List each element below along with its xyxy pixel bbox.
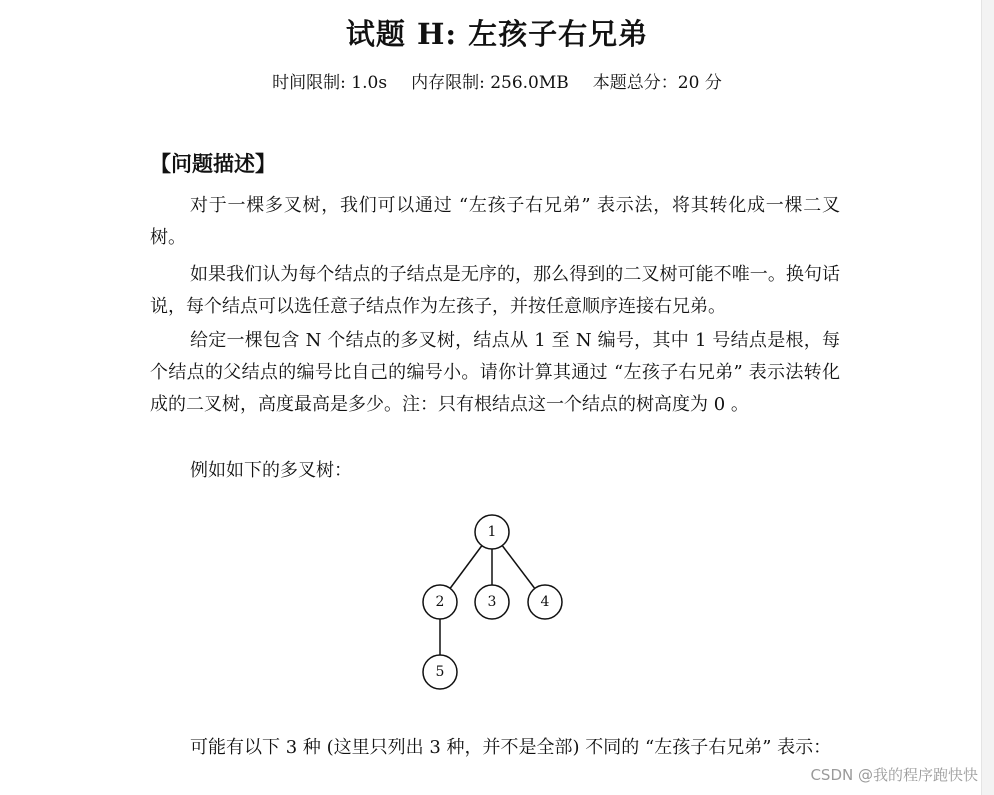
paragraph-4: 例如如下的多叉树： [190, 460, 352, 481]
page-scroll-edge [981, 0, 994, 795]
tree-node-2 [423, 585, 457, 619]
time-limit: 时间限制: 1.0s [272, 73, 388, 93]
tree-node-3 [475, 585, 509, 619]
tree-node-1 [475, 515, 509, 549]
paragraph-3: 给定一棵包含 N 个结点的多叉树，结点从 1 至 N 编号，其中 1 号结点是根，每个结点的父结点的编号比自己的编号小。请你计算其通过 “左孩子右兄弟” 表示法转化成的二叉树，高度最高是多少。注：只有根结点这一个结点的树高度为 0 。 [150, 330, 840, 415]
paragraph-2: 如果我们认为每个结点的子结点是无序的，那么得到的二叉树可能不唯一。换句话说，每个结点可以选任意子结点作为左孩子，并按任意顺序连接右兄弟。 [150, 264, 840, 317]
section-heading: 【问题描述】 [150, 152, 276, 176]
tree-node-label: 1 [487, 524, 497, 540]
multiway-tree-diagram [410, 510, 570, 695]
tree-node-5 [423, 655, 457, 689]
problem-title: 试题 H: 左孩子右兄弟 [345, 17, 649, 51]
tree-node-label: 5 [435, 664, 445, 680]
paragraph-5: 可能有以下 3 种 (这里只列出 3 种，并不是全部) 不同的 “左孩子右兄弟” 表示： [190, 737, 832, 758]
csdn-watermark: CSDN @我的程序跑快快 [810, 766, 978, 784]
paragraph-1: 对于一棵多叉树，我们可以通过 “左孩子右兄弟” 表示法，将其转化成一棵二叉树。 [150, 195, 840, 248]
tree-node-label: 4 [540, 594, 550, 610]
tree-node-label: 2 [435, 594, 445, 610]
tree-node-label: 3 [487, 594, 497, 610]
memory-limit: 内存限制: 256.0MB [411, 73, 569, 93]
tree-node-4 [528, 585, 562, 619]
problem-meta [0, 68, 994, 93]
total-score: 本题总分：20 分 [592, 73, 722, 93]
